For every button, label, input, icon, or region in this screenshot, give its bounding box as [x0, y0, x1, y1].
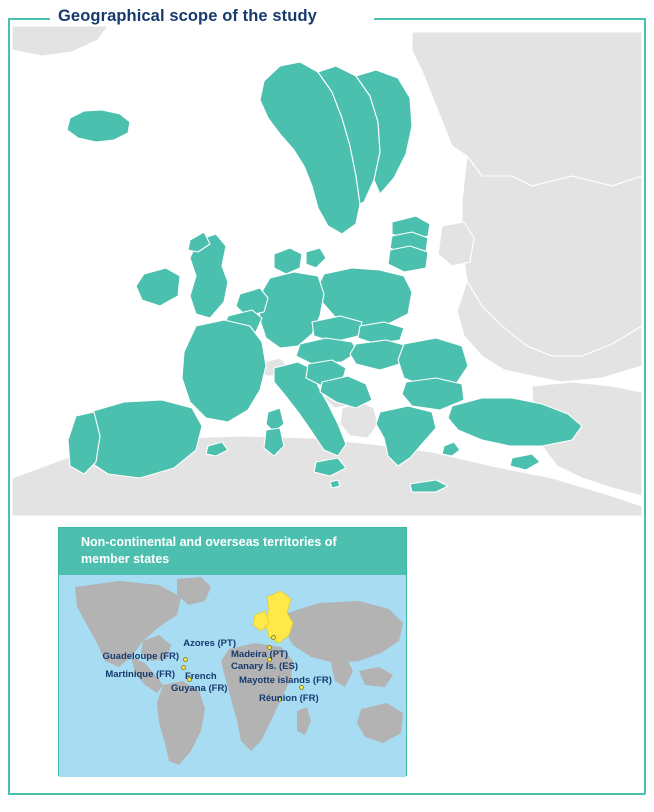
label-guadeloupe: Guadeloupe (FR): [102, 651, 179, 662]
label-azores: Azores (PT): [183, 638, 236, 649]
page-title: Geographical scope of the study: [58, 7, 317, 25]
frame-border-left: [8, 18, 10, 794]
marker-martinique: [181, 665, 186, 670]
label-french-guyana-line1: French: [185, 671, 217, 682]
label-martinique: Martinique (FR): [105, 669, 175, 680]
frame-border-bottom: [8, 793, 645, 795]
inset-title-line-1: Non-continental and overseas territories of: [81, 535, 337, 549]
overseas-territories-inset: [58, 527, 407, 776]
label-mayotte-islands: Mayotte islands (FR): [239, 675, 332, 686]
inset-title-line-2: member states: [81, 552, 170, 566]
europe-map: [12, 26, 642, 516]
label-french-guyana-line2: Guyana (FR): [171, 683, 228, 694]
marker-madeira: [271, 635, 276, 640]
frame-border-top-right: [374, 18, 645, 20]
marker-guadeloupe: [183, 657, 188, 662]
inset-header: [59, 528, 406, 575]
frame-border-top-left: [8, 18, 50, 20]
label-madeira: Madeira (PT): [231, 649, 289, 660]
label-canary-islands: Canary Is. (ES): [231, 661, 299, 672]
label-reunion: Réunion (FR): [259, 693, 319, 704]
frame-border-right: [644, 18, 646, 794]
inset-world-map: [59, 575, 406, 777]
